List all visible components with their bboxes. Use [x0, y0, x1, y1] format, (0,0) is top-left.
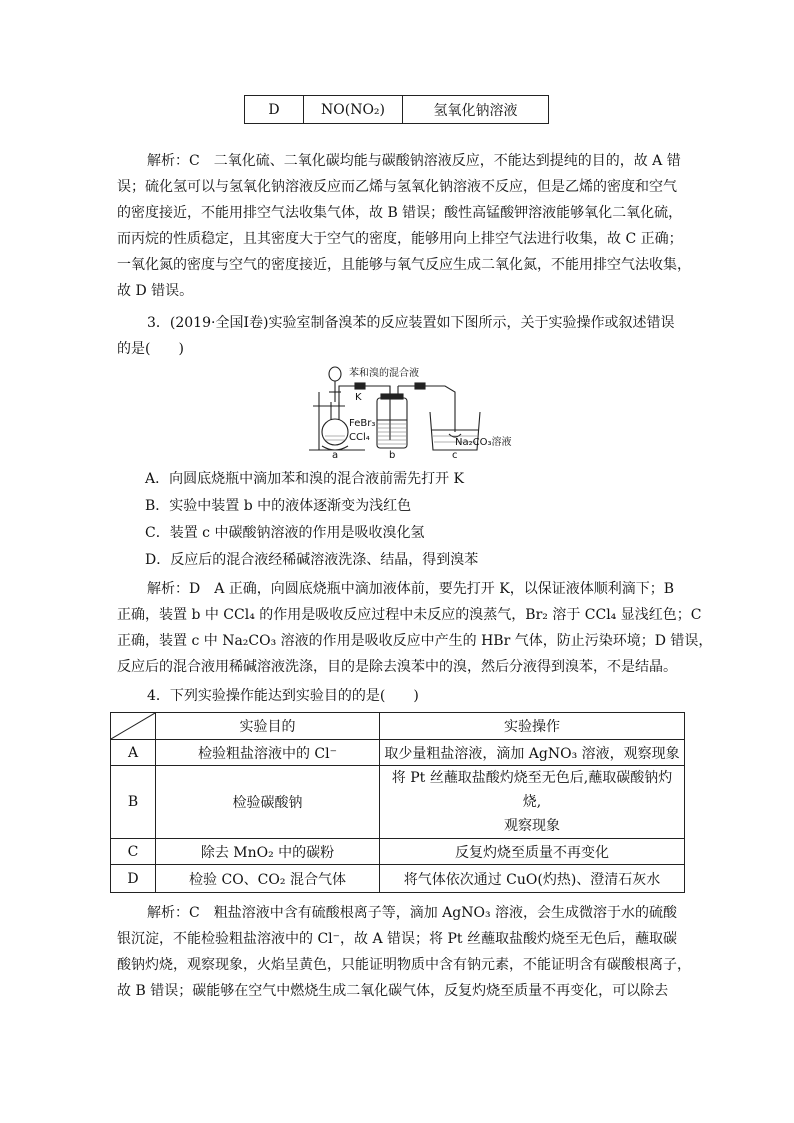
- top-table: [244, 95, 549, 124]
- text-line: 解析：D A 正确，向圆底烧瓶中滴加液体前，要先打开 K，以保证液体顺利滴下；B: [147, 581, 674, 597]
- table-row: [111, 839, 685, 865]
- label-c: c: [452, 450, 458, 461]
- table-row: [111, 766, 685, 839]
- row-operation: 反复灼烧至质量不再变化: [380, 839, 685, 865]
- analysis-q2: [117, 148, 691, 304]
- text-line: 而丙烷的性质稳定，且其密度大于空气的密度，能够用向上排空气法进行收集，故 C 正确；: [117, 231, 683, 247]
- text-line: 故 B 错误；碳能够在空气中燃烧生成二氧化碳气体，反复灼烧至质量不再变化，可以除去: [117, 983, 669, 999]
- label-a: a: [332, 450, 339, 461]
- table-row: [111, 740, 685, 766]
- label-febr3: FeBr₃: [349, 418, 376, 429]
- experiment-table: [110, 712, 685, 893]
- operation-line: 将 Pt 丝蘸取盐酸灼烧至无色后,蘸取碳酸钠灼烧,: [391, 770, 673, 810]
- text-line: 解析：C 粗盐溶液中含有硫酸根离子等，滴加 AgNO₃ 溶液，会生成微溶于水的硫酸: [147, 905, 678, 921]
- table-row: [245, 96, 549, 124]
- option-d: D．反应后的混合液经稀碱溶液洗涤、结晶，得到溴苯: [145, 552, 479, 568]
- question-3-stem: [117, 310, 677, 362]
- text-line: 的密度接近，不能用排空气法收集气体，故 B 错误；酸性高锰酸钾溶液能够氧化二氧化硫，: [117, 205, 683, 221]
- table-cell: NO(NO₂): [304, 96, 403, 124]
- text-line: 银沉淀，不能检验粗盐溶液中的 Cl⁻，故 A 错误；将 Pt 丝蘸取盐酸灼烧至无色后，蘸取碳: [117, 931, 677, 947]
- row-key: D: [111, 865, 156, 893]
- text-line: 的是( ): [117, 341, 184, 357]
- row-goal: 检验 CO、CO₂ 混合气体: [156, 865, 380, 893]
- row-key: C: [111, 839, 156, 865]
- label-k: K: [355, 392, 362, 403]
- table-cell: 氢氧化钠溶液: [403, 96, 549, 124]
- analysis-q3: [117, 576, 713, 680]
- text-line: 正确，装置 c 中 Na₂CO₃ 溶液的作用是吸收反应中产生的 HBr 气体，防止污染环境；D 错误，: [117, 633, 713, 649]
- apparatus-figure: [305, 362, 535, 462]
- label-ccl4: CCl₄: [349, 432, 370, 443]
- row-goal: 检验碳酸钠: [156, 766, 380, 839]
- label-mixture: 苯和溴的混合液: [349, 368, 419, 379]
- table-row: [111, 865, 685, 893]
- label-b: b: [389, 450, 396, 461]
- corner-cell: [111, 713, 156, 740]
- question-4-stem: [117, 683, 677, 709]
- text-line: 一氧化氮的密度与空气的密度接近，且能够与氧气反应生成二氧化氮，不能用排空气法收集，: [117, 257, 691, 273]
- text-line: 酸钠灼烧，观察现象，火焰呈黄色，只能证明物质中含有钠元素，不能证明含有碳酸根离子，: [117, 957, 691, 973]
- text-line: 故 D 错误。: [117, 283, 194, 299]
- option-b: B．实验中装置 b 中的液体逐渐变为浅红色: [145, 498, 412, 514]
- header-operation: 实验操作: [380, 713, 685, 740]
- row-goal: 除去 MnO₂ 中的碳粉: [156, 839, 380, 865]
- analysis-q4: [117, 900, 691, 1004]
- text-line: 正确，装置 b 中 CCl₄ 的作用是吸收反应过程中未反应的溴蒸气，Br₂ 溶于 CCl₄ 显浅红色；C: [117, 607, 702, 623]
- row-operation: 取少量粗盐溶液，滴加 AgNO₃ 溶液，观察现象: [380, 740, 685, 766]
- row-key: A: [111, 740, 156, 766]
- option-c: C．装置 c 中碳酸钠溶液的作用是吸收溴化氢: [145, 525, 425, 541]
- text-line: 误；硫化氢可以与氢氧化钠溶液反应而乙烯与氢氧化钠溶液不反应，但是乙烯的密度和空气: [117, 179, 677, 195]
- row-goal: 检验粗盐溶液中的 Cl⁻: [156, 740, 380, 766]
- table-cell: D: [245, 96, 304, 124]
- row-key: B: [111, 766, 156, 839]
- table-header-row: [111, 713, 685, 740]
- text-line: 4．下列实验操作能达到实验目的的是( ): [147, 688, 419, 704]
- row-operation: [380, 766, 685, 839]
- text-line: 3．(2019·全国Ⅰ卷)实验室制备溴苯的反应装置如下图所示，关于实验操作或叙述错误: [147, 315, 675, 331]
- text-line: 解析：C 二氧化硫、二氧化碳均能与碳酸钠溶液反应，不能达到提纯的目的，故 A 错: [147, 153, 681, 169]
- operation-line: 观察现象: [504, 818, 560, 834]
- text-line: 反应后的混合液用稀碱溶液洗涤，目的是除去溴苯中的溴，然后分液得到溴苯，不是结晶。: [117, 659, 677, 675]
- label-na2co3: Na₂CO₃溶液: [455, 437, 512, 448]
- option-a: A．向圆底烧瓶中滴加苯和溴的混合液前需先打开 K: [145, 471, 465, 487]
- header-goal: 实验目的: [156, 713, 380, 740]
- row-operation: 将气体依次通过 CuO(灼热)、澄清石灰水: [380, 865, 685, 893]
